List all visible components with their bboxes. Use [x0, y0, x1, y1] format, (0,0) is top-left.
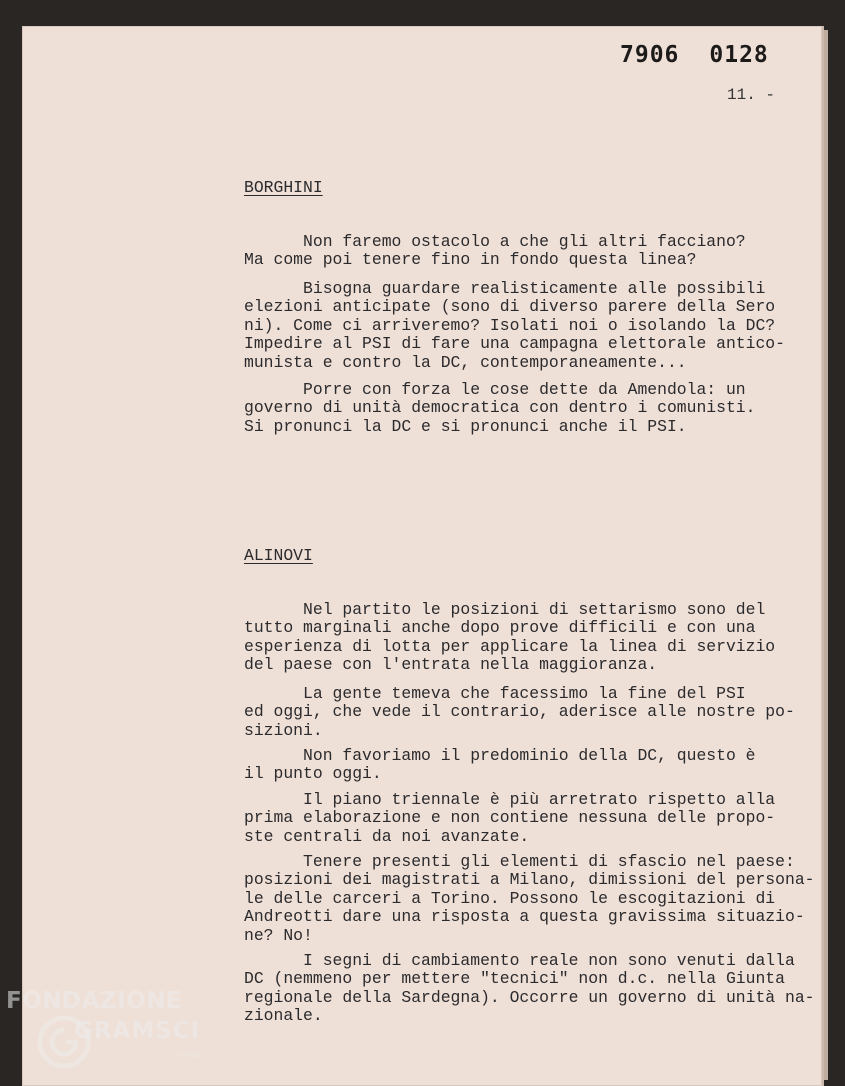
- watermark-line1: FONDAZIONE: [6, 988, 183, 1014]
- page-edge: [822, 30, 828, 1080]
- paragraph: Non faremo ostacolo a che gli altri facciano? Ma come poi tenere fino in fondo questa linea?: [244, 232, 746, 270]
- paragraph: Tenere presenti gli elementi di sfascio nel paese: posizioni dei magistrati a Milano, dimissioni del persona- le delle carceri a Torino. Possono le escogitazioni di Andreotti dare una risposta a questa gravissima situazio- ne? No!: [244, 852, 815, 945]
- paragraph: Nel partito le posizioni di settarismo sono del tutto marginali anche dopo prove difficili e con una esperienza di lotta per applicare la linea di servizio del paese con l'entrata nella maggioranza.: [244, 600, 776, 675]
- paragraph: I segni di cambiamento reale non sono venuti dalla DC (nemmeno per mettere "tecnici" non d.c. nella Giunta regionale della Sardegna). Occorre un governo di unità na- zionale.: [244, 951, 815, 1026]
- paragraph: Non favoriamo il predominio della DC, questo è il punto oggi.: [244, 746, 756, 784]
- page-number: 11. -: [727, 86, 776, 104]
- speaker-name: ALINOVI: [244, 546, 313, 565]
- paragraph: Il piano triennale è più arretrato rispetto alla prima elaborazione e non contiene nessuna delle propo- ste centrali da noi avanzate.: [244, 790, 776, 846]
- paragraph: Bisogna guardare realisticamente alle possibili elezioni anticipate (sono di diverso parere della Sero ni). Come ci arriveremo? Isolati noi o isolando la DC? Impedire al PSI di fare una campagna elettorale antico- munista e contro la DC, contemporaneamente...: [244, 279, 785, 372]
- watermark: [6, 988, 216, 1068]
- archive-id: [620, 42, 769, 68]
- archive-id-left: 7906: [620, 42, 680, 68]
- paragraph: Porre con forza le cose dette da Amendola: un governo di unità democratica con dentro i comunisti. Si pronunci la DC e si pronunci anche il PSI.: [244, 380, 756, 436]
- archive-id-right: 0128: [709, 42, 769, 68]
- speaker-name: BORGHINI: [244, 178, 323, 197]
- watermark-line2: GRAMSCI: [74, 1018, 201, 1044]
- paragraph: La gente temeva che facessimo la fine del PSI ed oggi, che vede il contrario, aderisce alle nostre po- sizioni.: [244, 684, 795, 740]
- watermark-line3: onlus: [178, 1050, 203, 1060]
